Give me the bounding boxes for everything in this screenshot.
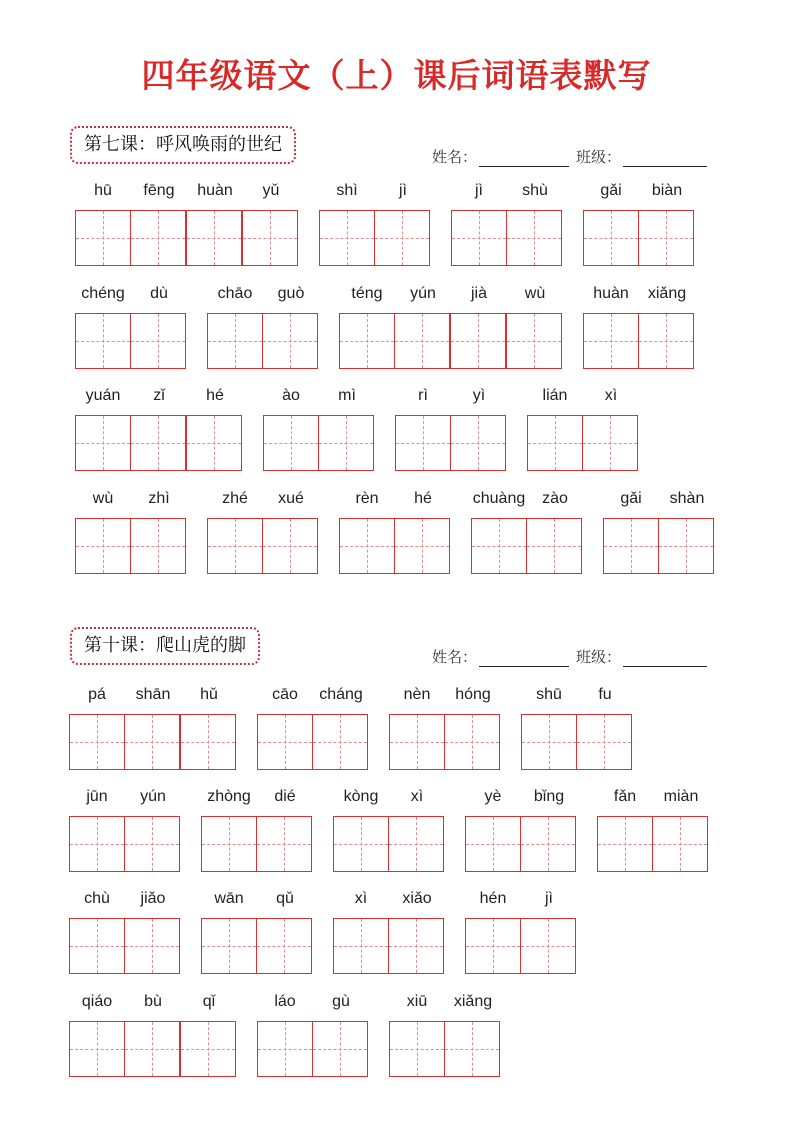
writing-box[interactable] bbox=[652, 816, 708, 872]
pinyin-label: shū bbox=[536, 686, 562, 703]
writing-box[interactable] bbox=[180, 1021, 236, 1077]
char-cell bbox=[319, 180, 375, 266]
char-cell bbox=[263, 283, 319, 369]
pinyin-label: yuán bbox=[85, 387, 121, 404]
writing-box[interactable] bbox=[465, 816, 521, 872]
pinyin-label: xiǎo bbox=[402, 890, 432, 907]
pinyin-label: zǐ bbox=[153, 387, 165, 404]
word-group bbox=[75, 488, 187, 574]
writing-box[interactable] bbox=[395, 415, 451, 471]
writing-box[interactable] bbox=[186, 415, 242, 471]
word-group bbox=[75, 180, 299, 266]
char-cell bbox=[389, 991, 445, 1077]
writing-box[interactable] bbox=[389, 714, 445, 770]
pinyin-label: guò bbox=[277, 285, 305, 302]
writing-box[interactable] bbox=[520, 816, 576, 872]
pinyin-label: pá bbox=[88, 686, 106, 703]
word-group bbox=[257, 684, 369, 770]
char-cell bbox=[75, 180, 131, 266]
word-group bbox=[333, 786, 445, 872]
pinyin-label: fēng bbox=[143, 182, 175, 199]
char-cell bbox=[527, 488, 583, 574]
char-cell bbox=[583, 385, 639, 471]
char-cell bbox=[131, 488, 187, 574]
char-cell bbox=[471, 488, 527, 574]
pinyin-label: hén bbox=[479, 890, 507, 907]
lesson-title: 第七课：呼风唤雨的世纪 bbox=[70, 126, 296, 164]
writing-box[interactable] bbox=[506, 313, 562, 369]
pinyin-label: hé bbox=[206, 387, 224, 404]
char-cell bbox=[339, 283, 395, 369]
char-cell bbox=[125, 684, 181, 770]
pinyin-label: xì bbox=[604, 387, 618, 404]
writing-box[interactable] bbox=[257, 1021, 313, 1077]
word-group bbox=[75, 283, 187, 369]
pinyin-label: wān bbox=[214, 890, 244, 907]
char-cell bbox=[583, 283, 639, 369]
word-group bbox=[465, 786, 577, 872]
char-cell bbox=[389, 888, 445, 974]
pinyin-label: xiǎng bbox=[453, 993, 493, 1010]
writing-box[interactable] bbox=[257, 714, 313, 770]
writing-box[interactable] bbox=[201, 816, 257, 872]
pinyin-label: cāo bbox=[272, 686, 298, 703]
writing-box[interactable] bbox=[527, 415, 583, 471]
writing-box[interactable] bbox=[388, 816, 444, 872]
word-group bbox=[389, 991, 501, 1077]
writing-box[interactable] bbox=[638, 210, 694, 266]
writing-box[interactable] bbox=[263, 415, 319, 471]
pinyin-label: xiū bbox=[406, 993, 428, 1010]
word-group bbox=[333, 888, 445, 974]
char-cell bbox=[577, 684, 633, 770]
word-group bbox=[583, 180, 695, 266]
char-cell bbox=[263, 488, 319, 574]
char-cell bbox=[395, 488, 451, 574]
char-cell bbox=[659, 488, 715, 574]
pinyin-label: xué bbox=[278, 490, 304, 507]
char-cell bbox=[257, 888, 313, 974]
writing-box[interactable] bbox=[69, 714, 125, 770]
char-cell bbox=[389, 786, 445, 872]
pinyin-label: zhé bbox=[222, 490, 248, 507]
pinyin-label: lián bbox=[542, 387, 568, 404]
char-cell bbox=[339, 488, 395, 574]
writing-box[interactable] bbox=[124, 714, 180, 770]
word-group bbox=[451, 180, 563, 266]
char-cell bbox=[319, 385, 375, 471]
writing-box[interactable] bbox=[506, 210, 562, 266]
char-cell bbox=[639, 283, 695, 369]
char-cell bbox=[207, 488, 263, 574]
word-group bbox=[597, 786, 709, 872]
char-cell bbox=[263, 385, 319, 471]
pinyin-label: biàn bbox=[651, 182, 683, 199]
word-group bbox=[69, 888, 181, 974]
writing-box[interactable] bbox=[451, 210, 507, 266]
pinyin-label: bù bbox=[144, 993, 162, 1010]
word-group bbox=[201, 786, 313, 872]
class-field[interactable] bbox=[576, 646, 707, 667]
word-group bbox=[465, 888, 577, 974]
char-cell bbox=[69, 684, 125, 770]
writing-box[interactable] bbox=[526, 518, 582, 574]
pinyin-label: gǎi bbox=[600, 182, 622, 199]
char-cell bbox=[125, 888, 181, 974]
pinyin-label: fǎn bbox=[613, 788, 637, 805]
writing-box[interactable] bbox=[450, 415, 506, 471]
writing-box[interactable] bbox=[242, 210, 298, 266]
writing-box[interactable] bbox=[312, 1021, 368, 1077]
char-cell bbox=[207, 283, 263, 369]
pinyin-label: láo bbox=[274, 993, 296, 1010]
pinyin-label: chuàng bbox=[472, 490, 526, 507]
writing-box[interactable] bbox=[69, 918, 125, 974]
char-cell bbox=[375, 180, 431, 266]
name-label: 姓名： bbox=[432, 648, 478, 666]
writing-box[interactable] bbox=[318, 415, 374, 471]
pinyin-label: cháng bbox=[319, 686, 363, 703]
word-group bbox=[583, 283, 695, 369]
writing-box[interactable] bbox=[603, 518, 659, 574]
char-cell bbox=[333, 786, 389, 872]
pinyin-label: zhì bbox=[148, 490, 170, 507]
pinyin-label: ào bbox=[282, 387, 300, 404]
writing-box[interactable] bbox=[444, 714, 500, 770]
char-cell bbox=[75, 385, 131, 471]
char-cell bbox=[131, 385, 187, 471]
writing-box[interactable] bbox=[333, 816, 389, 872]
name-blank-line[interactable] bbox=[479, 150, 569, 167]
writing-box[interactable] bbox=[256, 918, 312, 974]
writing-box[interactable] bbox=[130, 518, 186, 574]
name-field[interactable] bbox=[432, 146, 569, 167]
writing-box[interactable] bbox=[597, 816, 653, 872]
pinyin-label: wù bbox=[524, 285, 546, 302]
pinyin-label: gù bbox=[332, 993, 350, 1010]
word-group bbox=[319, 180, 431, 266]
class-field[interactable] bbox=[576, 146, 707, 167]
char-cell bbox=[639, 180, 695, 266]
char-cell bbox=[69, 991, 125, 1077]
word-group bbox=[69, 684, 237, 770]
char-cell bbox=[75, 283, 131, 369]
writing-box[interactable] bbox=[124, 816, 180, 872]
pinyin-label: wù bbox=[92, 490, 114, 507]
writing-box[interactable] bbox=[130, 415, 186, 471]
pinyin-label: shù bbox=[522, 182, 548, 199]
char-cell bbox=[187, 385, 243, 471]
pinyin-label: qǔ bbox=[276, 890, 294, 907]
writing-box[interactable] bbox=[124, 918, 180, 974]
writing-box[interactable] bbox=[256, 816, 312, 872]
word-group bbox=[389, 684, 501, 770]
writing-box[interactable] bbox=[75, 415, 131, 471]
writing-box[interactable] bbox=[75, 210, 131, 266]
lesson-title: 第十课：爬山虎的脚 bbox=[70, 627, 260, 665]
char-cell bbox=[389, 684, 445, 770]
writing-box[interactable] bbox=[520, 918, 576, 974]
char-cell bbox=[201, 786, 257, 872]
char-cell bbox=[451, 283, 507, 369]
char-cell bbox=[395, 283, 451, 369]
class-label: 班级： bbox=[576, 648, 622, 666]
char-cell bbox=[451, 180, 507, 266]
pinyin-label: xì bbox=[410, 788, 424, 805]
name-label: 姓名： bbox=[432, 148, 478, 166]
word-group bbox=[69, 991, 237, 1077]
pinyin-label: hé bbox=[414, 490, 432, 507]
writing-box[interactable] bbox=[374, 210, 430, 266]
pinyin-label: shàn bbox=[669, 490, 705, 507]
writing-box[interactable] bbox=[312, 714, 368, 770]
char-cell bbox=[583, 180, 639, 266]
writing-box[interactable] bbox=[319, 210, 375, 266]
char-cell bbox=[313, 991, 369, 1077]
pinyin-label: chéng bbox=[81, 285, 125, 302]
word-group bbox=[395, 385, 507, 471]
word-group bbox=[339, 283, 563, 369]
char-cell bbox=[243, 180, 299, 266]
pinyin-label: chāo bbox=[217, 285, 253, 302]
char-cell bbox=[131, 283, 187, 369]
pinyin-label: kòng bbox=[343, 788, 379, 805]
writing-box[interactable] bbox=[583, 210, 639, 266]
pinyin-label: mì bbox=[338, 387, 356, 404]
pinyin-label: xì bbox=[354, 890, 368, 907]
writing-box[interactable] bbox=[124, 1021, 180, 1077]
word-group bbox=[471, 488, 583, 574]
writing-box[interactable] bbox=[186, 210, 242, 266]
pinyin-label: hū bbox=[94, 182, 112, 199]
writing-box[interactable] bbox=[394, 518, 450, 574]
pinyin-label: xiǎng bbox=[647, 285, 687, 302]
char-cell bbox=[257, 684, 313, 770]
writing-box[interactable] bbox=[444, 1021, 500, 1077]
writing-box[interactable] bbox=[339, 313, 395, 369]
pinyin-label: jì bbox=[475, 182, 483, 199]
writing-box[interactable] bbox=[471, 518, 527, 574]
char-cell bbox=[445, 684, 501, 770]
char-cell bbox=[201, 888, 257, 974]
char-cell bbox=[653, 786, 709, 872]
char-cell bbox=[521, 684, 577, 770]
pinyin-label: rèn bbox=[355, 490, 379, 507]
writing-box[interactable] bbox=[450, 313, 506, 369]
word-group bbox=[201, 888, 313, 974]
writing-box[interactable] bbox=[201, 918, 257, 974]
writing-box[interactable] bbox=[638, 313, 694, 369]
pinyin-label: shì bbox=[336, 182, 358, 199]
pinyin-label: jì bbox=[399, 182, 407, 199]
writing-box[interactable] bbox=[207, 313, 263, 369]
pinyin-label: jià bbox=[470, 285, 487, 302]
char-cell bbox=[333, 888, 389, 974]
class-label: 班级： bbox=[576, 148, 622, 166]
writing-box[interactable] bbox=[388, 918, 444, 974]
char-cell bbox=[257, 991, 313, 1077]
char-cell bbox=[257, 786, 313, 872]
char-cell bbox=[69, 786, 125, 872]
class-blank-line[interactable] bbox=[623, 150, 707, 167]
pinyin-label: miàn bbox=[663, 788, 699, 805]
name-field[interactable] bbox=[432, 646, 569, 667]
writing-box[interactable] bbox=[180, 714, 236, 770]
name-blank-line[interactable] bbox=[479, 650, 569, 667]
pinyin-label: rì bbox=[418, 387, 428, 404]
page-title: 四年级语文（上）课后词语表默写 bbox=[141, 56, 652, 95]
word-group bbox=[527, 385, 639, 471]
writing-box[interactable] bbox=[75, 313, 131, 369]
pinyin-label: chù bbox=[84, 890, 110, 907]
word-group bbox=[263, 385, 375, 471]
writing-box[interactable] bbox=[465, 918, 521, 974]
pinyin-label: yǔ bbox=[262, 182, 280, 199]
char-cell bbox=[181, 991, 237, 1077]
word-group bbox=[207, 488, 319, 574]
writing-box[interactable] bbox=[339, 518, 395, 574]
writing-box[interactable] bbox=[582, 415, 638, 471]
pinyin-label: huàn bbox=[197, 182, 233, 199]
writing-box[interactable] bbox=[69, 1021, 125, 1077]
writing-box[interactable] bbox=[394, 313, 450, 369]
class-blank-line[interactable] bbox=[623, 650, 707, 667]
writing-box[interactable] bbox=[69, 816, 125, 872]
char-cell bbox=[187, 180, 243, 266]
char-cell bbox=[465, 888, 521, 974]
pinyin-label: zhòng bbox=[207, 788, 251, 805]
char-cell bbox=[313, 684, 369, 770]
pinyin-label: jì bbox=[545, 890, 553, 907]
pinyin-label: dù bbox=[150, 285, 168, 302]
char-cell bbox=[75, 488, 131, 574]
char-cell bbox=[507, 180, 563, 266]
char-cell bbox=[395, 385, 451, 471]
char-cell bbox=[603, 488, 659, 574]
pinyin-label: qǐ bbox=[202, 993, 216, 1010]
char-cell bbox=[181, 684, 237, 770]
pinyin-label: jūn bbox=[86, 788, 108, 805]
char-cell bbox=[69, 888, 125, 974]
char-cell bbox=[445, 991, 501, 1077]
word-group bbox=[257, 991, 369, 1077]
writing-box[interactable] bbox=[262, 518, 318, 574]
char-cell bbox=[521, 888, 577, 974]
word-group bbox=[339, 488, 451, 574]
writing-box[interactable] bbox=[521, 714, 577, 770]
pinyin-label: jiǎo bbox=[140, 890, 166, 907]
writing-box[interactable] bbox=[130, 313, 186, 369]
pinyin-label: yún bbox=[410, 285, 436, 302]
char-cell bbox=[125, 991, 181, 1077]
pinyin-label: nèn bbox=[403, 686, 431, 703]
pinyin-label: shān bbox=[135, 686, 171, 703]
pinyin-label: hóng bbox=[455, 686, 491, 703]
pinyin-label: dié bbox=[274, 788, 296, 805]
pinyin-label: huàn bbox=[593, 285, 629, 302]
pinyin-label: téng bbox=[351, 285, 383, 302]
writing-box[interactable] bbox=[576, 714, 632, 770]
pinyin-label: bǐng bbox=[533, 788, 565, 805]
char-cell bbox=[507, 283, 563, 369]
writing-box[interactable] bbox=[583, 313, 639, 369]
char-cell bbox=[451, 385, 507, 471]
writing-box[interactable] bbox=[389, 1021, 445, 1077]
writing-box[interactable] bbox=[130, 210, 186, 266]
pinyin-label: yè bbox=[484, 788, 502, 805]
char-cell bbox=[521, 786, 577, 872]
char-cell bbox=[597, 786, 653, 872]
word-group bbox=[603, 488, 715, 574]
pinyin-label: yún bbox=[140, 788, 166, 805]
char-cell bbox=[527, 385, 583, 471]
writing-box[interactable] bbox=[75, 518, 131, 574]
char-cell bbox=[125, 786, 181, 872]
char-cell bbox=[465, 786, 521, 872]
writing-box[interactable] bbox=[262, 313, 318, 369]
char-cell bbox=[131, 180, 187, 266]
word-group bbox=[75, 385, 243, 471]
word-group bbox=[69, 786, 181, 872]
writing-box[interactable] bbox=[207, 518, 263, 574]
pinyin-label: zào bbox=[542, 490, 568, 507]
pinyin-label: hǔ bbox=[200, 686, 218, 703]
pinyin-label: yì bbox=[472, 387, 486, 404]
pinyin-label: qiáo bbox=[81, 993, 113, 1010]
word-group bbox=[207, 283, 319, 369]
writing-box[interactable] bbox=[658, 518, 714, 574]
pinyin-label: gǎi bbox=[620, 490, 642, 507]
pinyin-label: fu bbox=[598, 686, 612, 703]
word-group bbox=[521, 684, 633, 770]
writing-box[interactable] bbox=[333, 918, 389, 974]
